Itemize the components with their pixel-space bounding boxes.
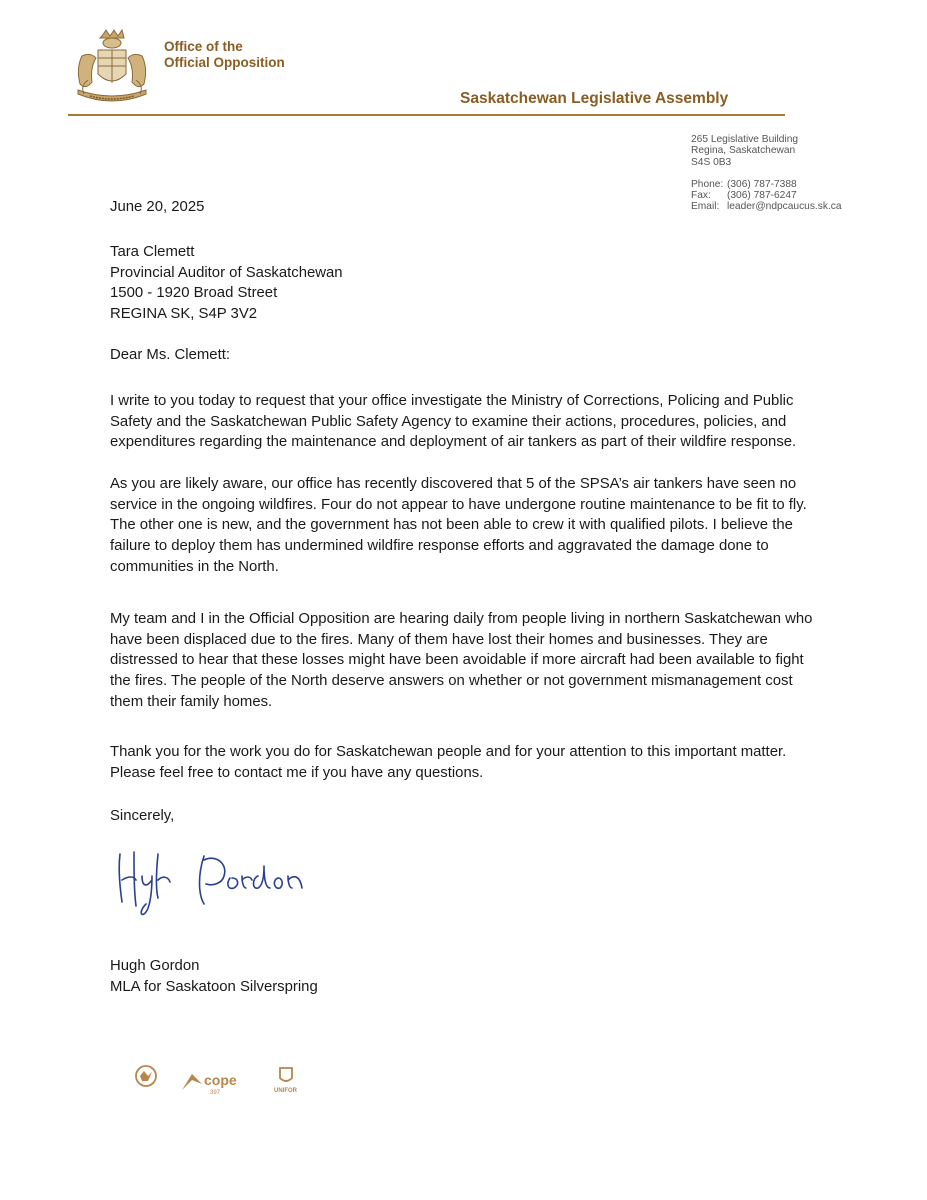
recipient-city: REGINA SK, S4P 3V2 xyxy=(110,306,258,323)
closing: Sincerely, xyxy=(110,808,175,824)
paragraph-line: As you are likely aware, our office has recently discovered that 5 of the SPSA’s air tankers have seen no xyxy=(110,476,797,492)
address-line: S4S 0B3 xyxy=(691,156,732,168)
sender-title: MLA for Saskatoon Silverspring xyxy=(110,978,318,995)
contact-block xyxy=(691,134,842,213)
email-address[interactable]: leader@ndpcaucus.sk.ca xyxy=(727,201,842,213)
paragraph-line: failure to deploy them has undermined wildfire response efforts and aggravated the damage done to xyxy=(110,538,769,555)
paragraph-line: the fires. The people of the North deserve answers on whether or not government mismanagement cost xyxy=(110,673,793,690)
phone-row xyxy=(691,179,842,190)
recipient-street: 1500 - 1920 Broad Street xyxy=(110,285,278,302)
email-label: Email: xyxy=(691,201,720,213)
paragraph-line: Safety and the Saskatchewan Public Safety Agency to examine their actions, procedures, policies, and xyxy=(110,413,787,430)
paragraph-2 xyxy=(110,474,830,578)
paragraph-line: distressed to hear that these losses might have been avoidable if more aircraft had been available to fight xyxy=(110,652,804,669)
fax-row xyxy=(691,190,842,201)
paragraph-line: them their family homes. xyxy=(110,693,273,710)
phone-label: Phone: xyxy=(691,178,724,190)
assembly-name: Saskatchewan Legislative Assembly xyxy=(460,90,729,107)
office-line-1: Office of the xyxy=(164,39,243,54)
paragraph-line: I write to you today to request that your office investigate the Ministry of Corrections, Policing and Public xyxy=(110,393,794,409)
office-line-2: Official Opposition xyxy=(164,55,285,70)
signature xyxy=(112,840,312,920)
fax-number: (306) 787-6247 xyxy=(727,190,797,202)
phone-number: (306) 787-7388 xyxy=(727,178,797,190)
cope-logo-icon xyxy=(182,1072,237,1096)
unifor-logo-text: UNIFOR xyxy=(274,1088,297,1094)
paragraph-line: Please feel free to contact me if you have any questions. xyxy=(110,764,484,781)
union-logos xyxy=(130,1062,310,1100)
cope-logo-text: cope xyxy=(204,1072,237,1088)
address-line: Regina, Saskatchewan xyxy=(691,145,796,157)
address-line: 265 Legislative Building xyxy=(691,134,799,145)
salutation: Dear Ms. Clemett: xyxy=(110,347,230,363)
email-row xyxy=(691,201,842,212)
paragraph-line: expenditures regarding the maintenance and deployment of air tankers as part of their wildfire response. xyxy=(110,434,797,451)
paragraph-4 xyxy=(110,742,830,783)
paragraph-line: communities in the North. xyxy=(110,558,279,575)
recipient-block xyxy=(110,242,343,325)
paragraph-line: The other one is new, and the government has not been able to crew it with qualified pilots. I believe the xyxy=(110,517,793,534)
recipient-name: Tara Clemett xyxy=(110,244,195,260)
unifor-logo-icon xyxy=(274,1068,298,1094)
fax-label: Fax: xyxy=(691,190,711,202)
paragraph-line: My team and I in the Official Opposition are hearing daily from people living in northern Saskatchewan who xyxy=(110,611,813,627)
paragraph-1 xyxy=(110,391,830,453)
paragraph-line: service in the ongoing wildfires. Four do not appear to have undergone routine maintenance to be fit to fly. xyxy=(110,496,807,513)
cope-local-number: 397 xyxy=(210,1090,221,1096)
union-seal-icon xyxy=(136,1066,156,1086)
letterhead-divider xyxy=(68,114,785,116)
coat-of-arms-logo xyxy=(70,28,154,110)
recipient-title: Provincial Auditor of Saskatchewan xyxy=(110,264,343,281)
paragraph-line: have been displaced due to the fires. Many of them have lost their homes and businesses. They are xyxy=(110,631,768,648)
sender-name: Hugh Gordon xyxy=(110,958,200,974)
letter-date: June 20, 2025 xyxy=(110,199,205,215)
paragraph-3 xyxy=(110,609,830,713)
office-title xyxy=(164,39,285,71)
paragraph-line: Thank you for the work you do for Saskatchewan people and for your attention to this important matter. xyxy=(110,744,787,760)
sender-block xyxy=(110,956,318,997)
